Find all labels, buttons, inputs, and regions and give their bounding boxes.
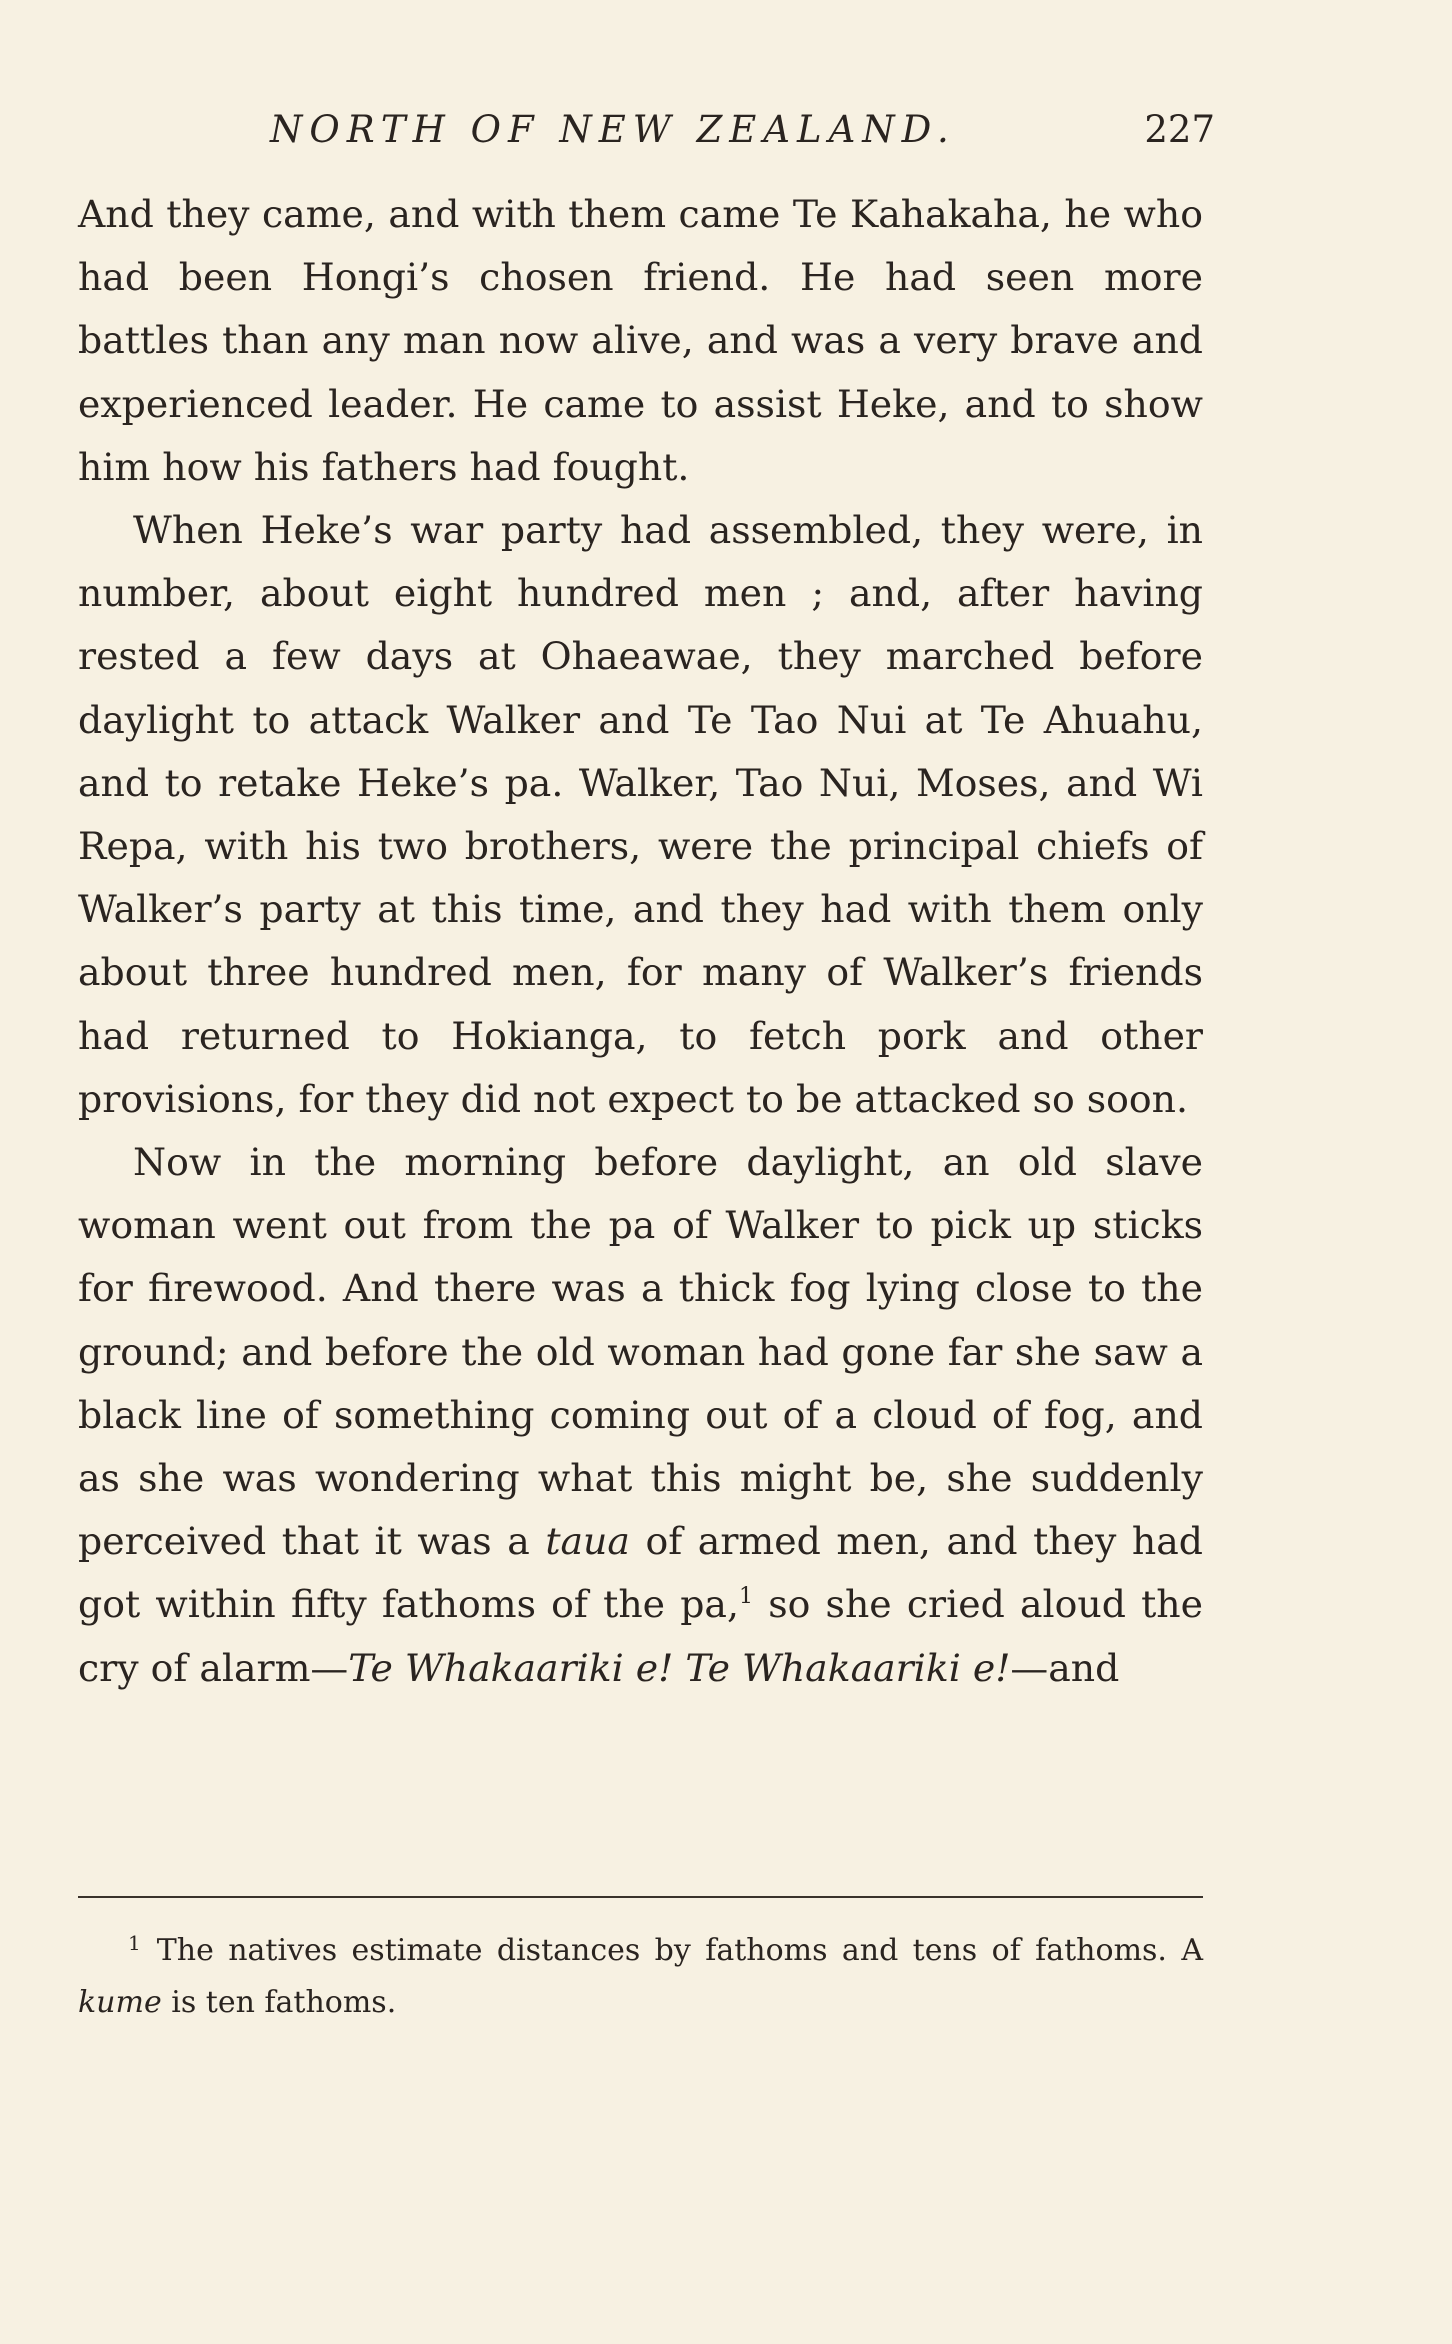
footnote [78,1925,1203,2029]
body-text [78,183,1203,1700]
italic-cry-2: Te Whakaariki e! [685,1645,1011,1690]
paragraph-3 [78,1131,1203,1700]
italic-word-kume: kume [78,1985,162,2020]
paragraph-3-text-e: —and [1010,1645,1120,1690]
footnote-text-b: is ten fathoms. [161,1985,397,2020]
paragraph-1: And they came, and with them came Te Kahakaha, he who had been Hongi’s chosen friend. He had seen more battles than any man now alive, and was a very brave and experienced leader. He came to assist Heke, and to show him how his fathers had fought. [78,192,1203,489]
paragraph-3-text-a: Now in the morning before daylight, an old slave woman went out from the pa of Walker to pick up sticks for firewood. And there was a thick fog lying close to the ground; and before the old woman had gone far she saw a black line of something coming out of a cloud of fog, and as she was wondering what this might be, she suddenly perceived that it was a [78,1140,1203,1564]
running-head [270,100,1215,160]
footnote-paragraph [78,1925,1203,2029]
paragraph-3-text-d [673,1646,685,1690]
paragraph-3-text-b: of armed men, and they had got within fifty fathoms of the pa, [78,1519,1203,1627]
footnote-mark: 1 [128,1931,141,1955]
paragraph-3-text-c: so she cried aloud the cry of alarm— [78,1582,1203,1690]
italic-word-taua: taua [545,1519,630,1564]
paragraph-2: When Heke’s war party had assembled, they were, in number, about eight hundred men ; and, after having rested a few days at Ohaeawae, they marched before daylight to attack Walker and Te Tao Nui at Te Ahuahu, and to retake Heke’s pa. Walker, Tao Nui, Moses, and Wi Repa, with his two brothers, were the principal chiefs of Walker’s party at this time, and they had with them only about three hundred men, for many of Walker’s friends had returned to Hokianga, to fetch pork and other provisions, for they did not expect to be attacked so soon. [78,508,1203,1121]
footnote-divider [78,1896,1203,1898]
footnote-text-a: The natives estimate distances by fathoms and tens of fathoms. A [156,1933,1203,1968]
page-number: 227 [1144,108,1215,151]
italic-cry-1: Te Whakaariki e! [348,1645,674,1690]
footnote-reference: 1 [738,1584,753,1610]
running-title: NORTH OF NEW ZEALAND. [270,108,956,151]
